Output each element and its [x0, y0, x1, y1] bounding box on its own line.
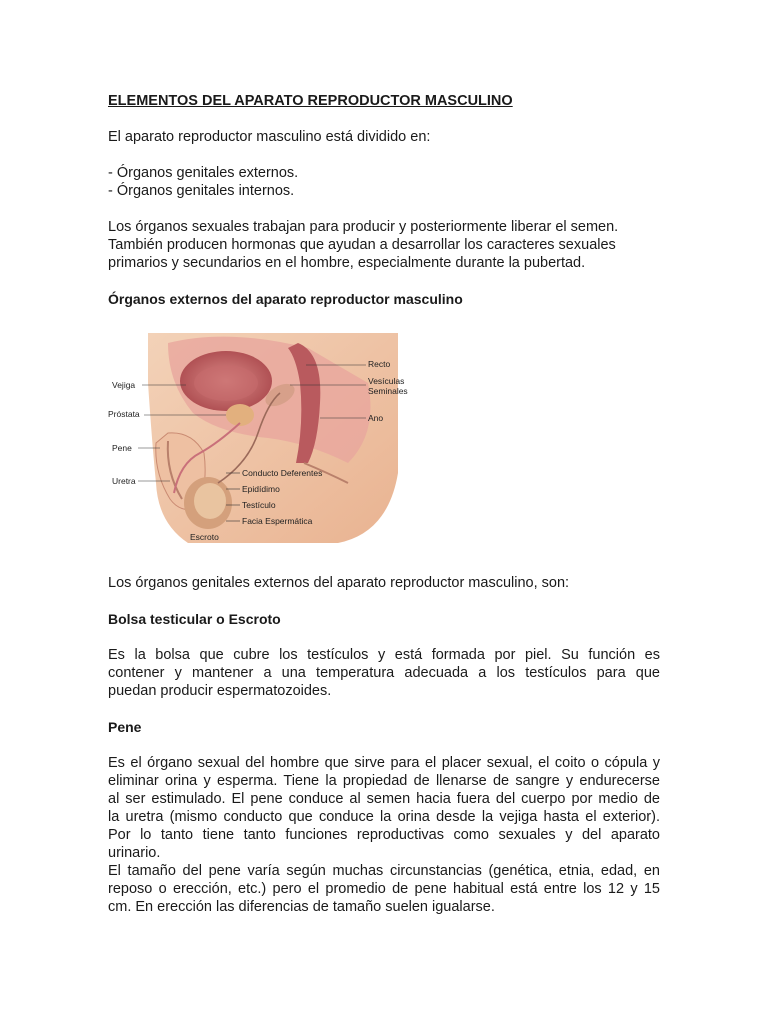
paragraph-line: El tamaño del pene varía según muchas circunstancias (genética, etnia, edad, en [108, 863, 660, 879]
bolsa-paragraph [108, 646, 660, 700]
paragraph-line: También producen hormonas que ayudan a desarrollar los caracteres sexuales [108, 237, 616, 253]
label-escroto: Escroto [190, 532, 219, 542]
paragraph-line: reposo o erección, etc.) pero el promedio de pene habitual está entre los 12 y 15 [108, 881, 660, 897]
label-testiculo: Testículo [242, 500, 276, 510]
paragraph-line: Los órganos sexuales trabajan para producir y posteriormente liberar el semen. [108, 219, 619, 235]
heading-bolsa: Bolsa testicular o Escroto [108, 611, 281, 627]
label-vejiga: Vejiga [112, 380, 136, 390]
anatomy-illustration [108, 323, 413, 545]
paragraph-line: al ser estimulado. El pene conduce al semen hacia fuera del cuerpo por medio de [108, 791, 660, 807]
division-list [108, 164, 660, 200]
label-pene: Pene [112, 443, 132, 453]
label-vesiculas: Vesículas [368, 376, 405, 386]
label-epididimo: Epidídimo [242, 484, 280, 494]
paragraph-line: eliminar orina y esperma. Tiene la propiedad de llenarse de sangre y endurecerse [108, 773, 660, 789]
paragraph-line: contener y mantener a una temperatura adecuada a los testículos para que [108, 665, 660, 681]
paragraph-line: la uretra (mismo conducto que conduce la orina desde la vejiga hasta el exterior). [108, 809, 660, 825]
intro-text: El aparato reproductor masculino está dividido en: [108, 129, 431, 145]
label-uretra: Uretra [112, 476, 136, 486]
prostate-shape [226, 404, 254, 426]
document-title: ELEMENTOS DEL APARATO REPRODUCTOR MASCULINO [108, 93, 513, 109]
section-heading: Órganos externos del aparato reproductor masculino [108, 291, 463, 307]
label-facia: Facia Espermática [242, 516, 313, 526]
paragraph-line: Es la bolsa que cubre los testículos y está formada por piel. Su función es [108, 647, 660, 663]
list-item: - Órganos genitales externos. [108, 165, 299, 181]
label-conducto: Conducto Deferentes [242, 468, 323, 478]
paragraph-line: primarios y secundarios en el hombre, especialmente durante la pubertad. [108, 255, 586, 271]
heading-pene: Pene [108, 719, 142, 735]
paragraph-line: Por lo tanto tiene tanto funciones reproductivas como sexuales y del aparato [108, 827, 660, 843]
label-ano: Ano [368, 413, 384, 423]
list-item: - Órganos genitales internos. [108, 183, 295, 199]
pene-paragraph [108, 754, 660, 916]
paragraph-line: cm. En erección las diferencias de tamaño suelen igualarse. [108, 899, 495, 915]
paragraph-line: puedan producir espermatozoides. [108, 683, 332, 699]
label-seminales: Seminales [368, 386, 408, 396]
after-figure-text: Los órganos genitales externos del aparato reproductor masculino, son: [108, 575, 570, 591]
paragraph-line: urinario. [108, 845, 161, 861]
paragraph-organs [108, 218, 660, 272]
label-recto: Recto [368, 359, 391, 369]
anatomy-figure [108, 323, 413, 545]
paragraph-line: Es el órgano sexual del hombre que sirve para el placer sexual, el coito o cópula y [108, 755, 660, 771]
label-prostata: Próstata [108, 409, 140, 419]
